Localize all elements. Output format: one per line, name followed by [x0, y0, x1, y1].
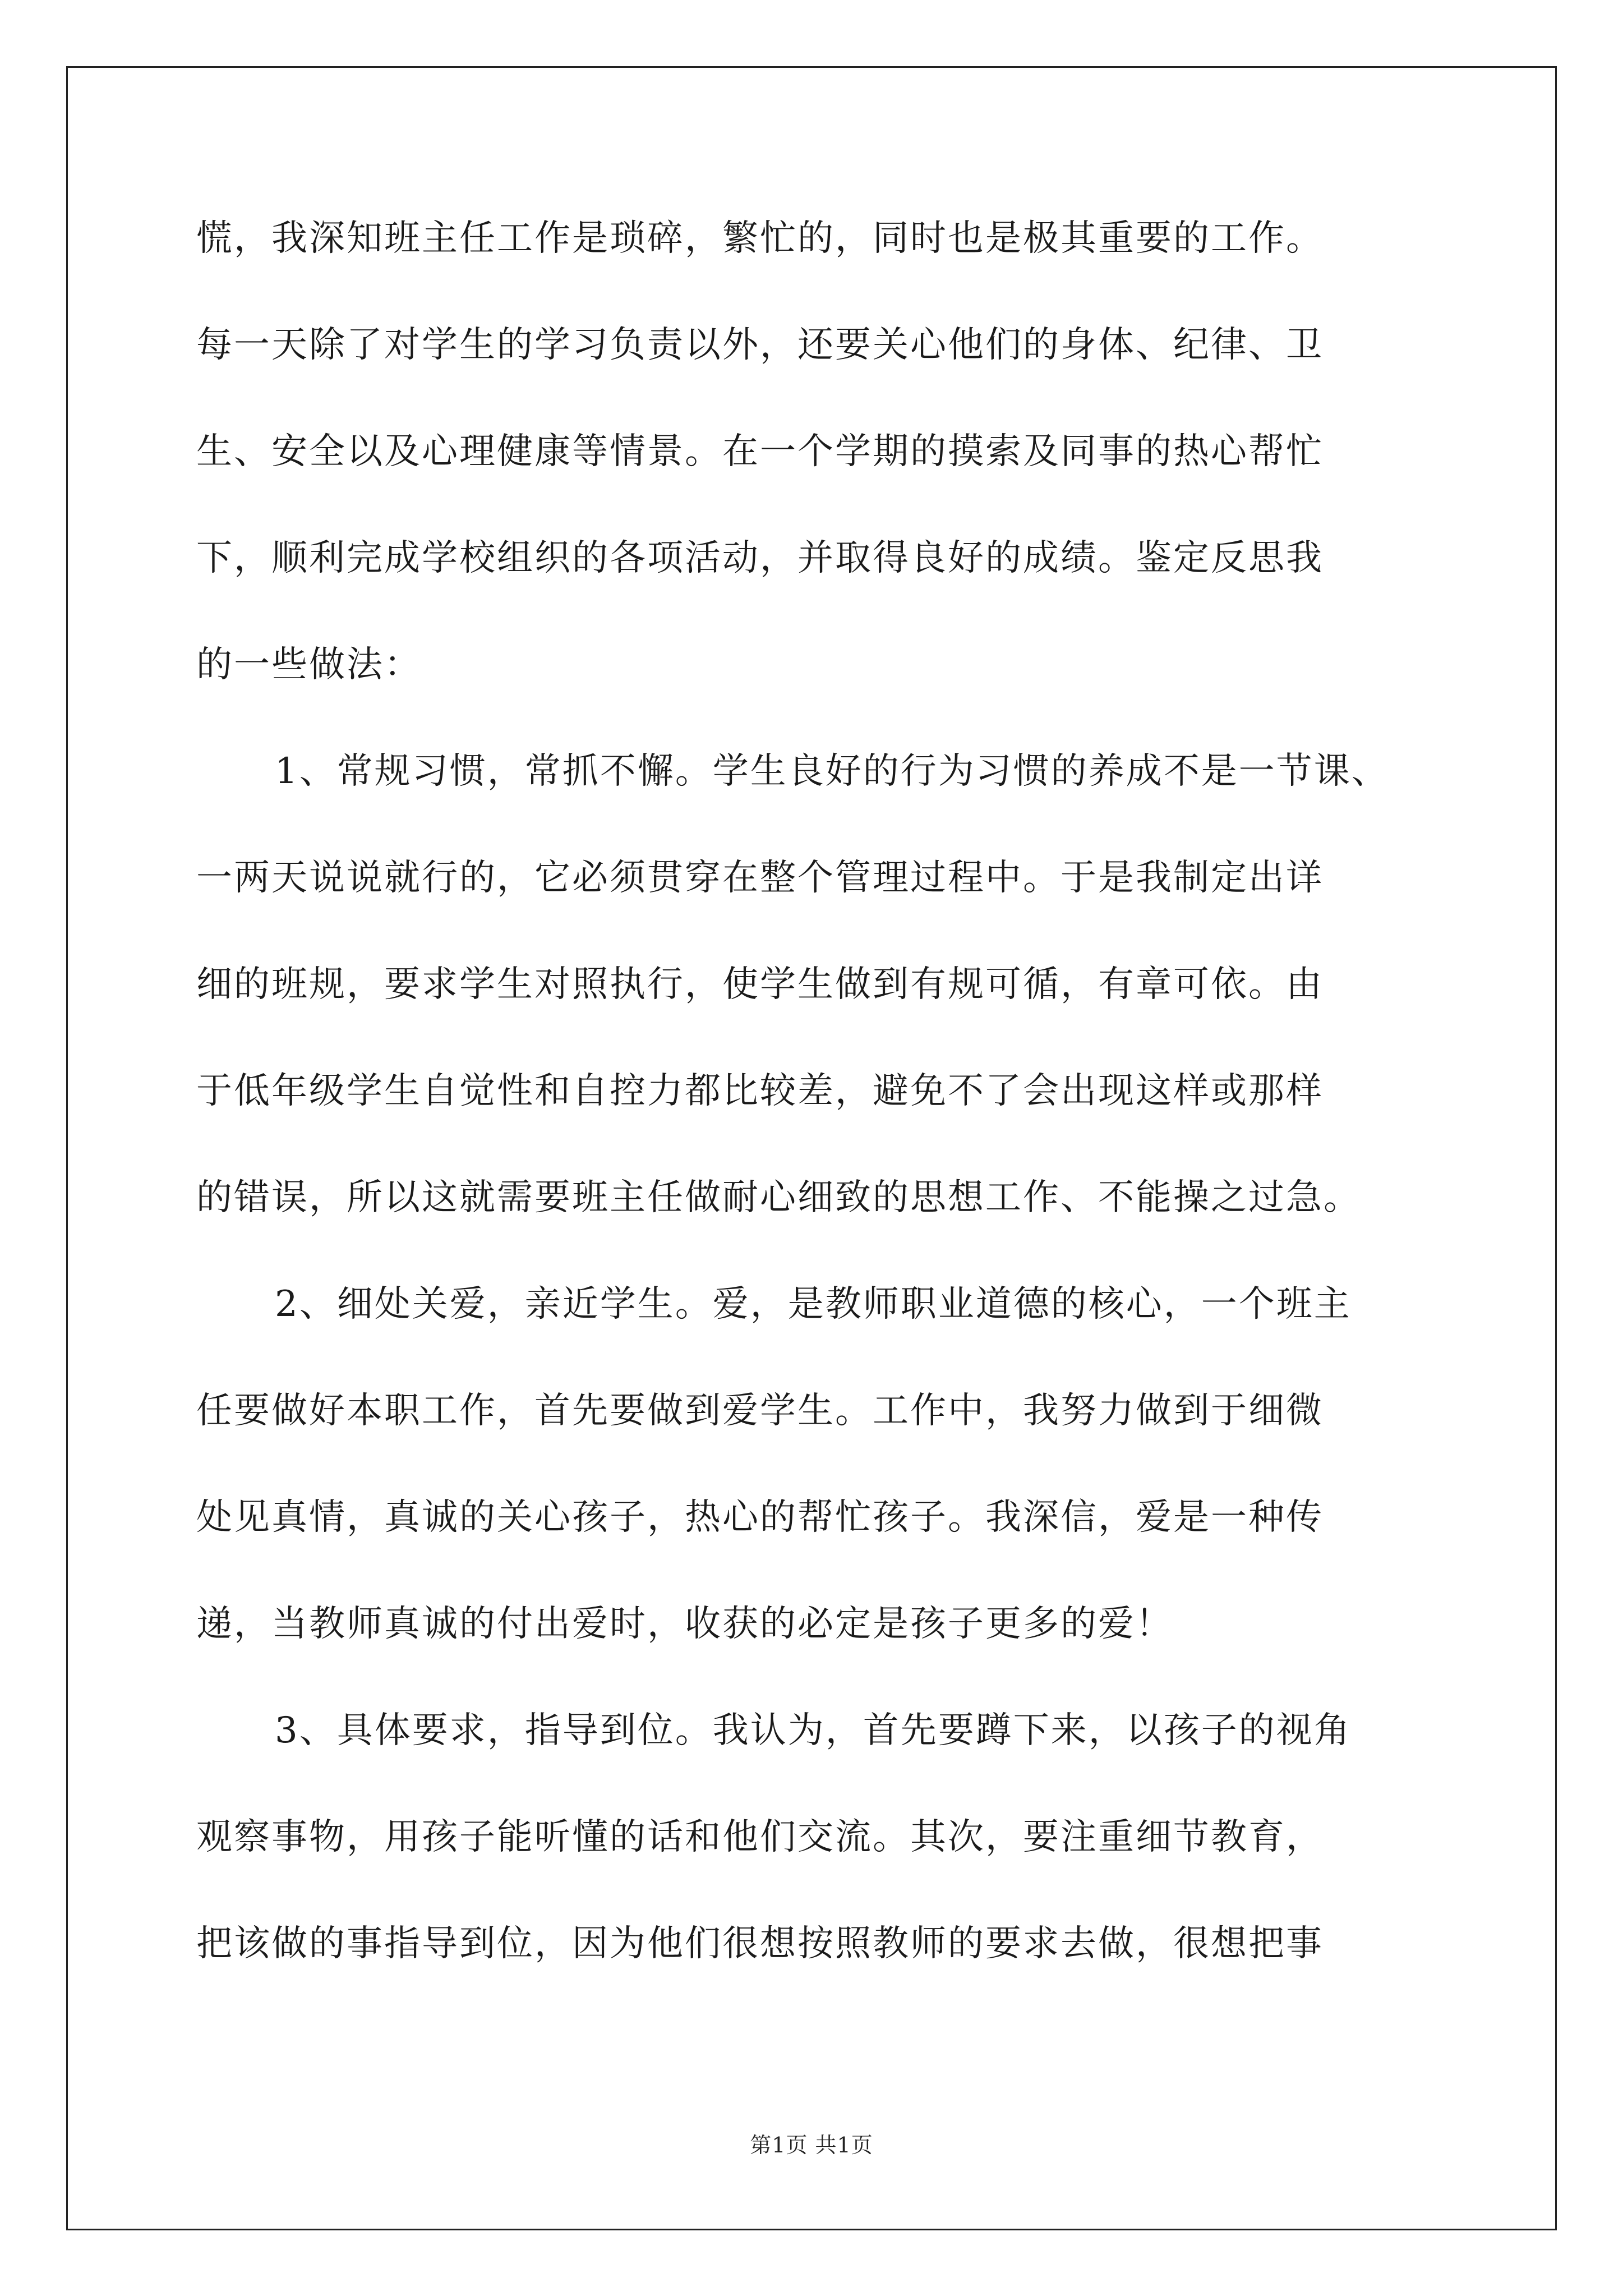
text-line: 生、安全以及心理健康等情景。在一个学期的摸索及同事的热心帮忙	[196, 431, 1324, 472]
page-footer: 第1页 共1页	[750, 2133, 873, 2157]
paragraph-first-line: 3、具体要求，指导到位。我认为，首先要蹲下来，以孩子的视角	[275, 1710, 1352, 1751]
text-line: 慌，我深知班主任工作是琐碎，繁忙的，同时也是极其重要的工作。	[196, 218, 1324, 259]
text-line: 于低年级学生自觉性和自控力都比较差，避免不了会出现这样或那样	[196, 1070, 1324, 1112]
paragraph-first-line: 2、细处关爱，亲近学生。爱，是教师职业道德的核心，一个班主	[275, 1283, 1352, 1325]
text-line: 一两天说说就行的，它必须贯穿在整个管理过程中。于是我制定出详	[196, 857, 1324, 899]
text-line: 任要做好本职工作，首先要做到爱学生。工作中，我努力做到于细微	[196, 1390, 1324, 1432]
text-line: 把该做的事指导到位，因为他们很想按照教师的要求去做，很想把事	[196, 1923, 1324, 1964]
text-line: 的错误，所以这就需要班主任做耐心细致的思想工作、不能操之过急。	[196, 1177, 1361, 1218]
text-line: 递，当教师真诚的付出爱时，收获的必定是孩子更多的爱！	[196, 1603, 1173, 1645]
paragraph-first-line: 1、常规习惯，常抓不懈。学生良好的行为习惯的养成不是一节课、	[275, 751, 1389, 792]
text-line: 观察事物，用孩子能听懂的话和他们交流。其次，要注重细节教育，	[196, 1816, 1324, 1858]
text-line: 下，顺利完成学校组织的各项活动，并取得良好的成绩。鉴定反思我	[196, 537, 1324, 579]
text-line: 细的班规，要求学生对照执行，使学生做到有规可循，有章可依。由	[196, 964, 1324, 1005]
text-line: 每一天除了对学生的学习负责以外，还要关心他们的身体、纪律、卫	[196, 324, 1324, 366]
text-line: 的一些做法：	[196, 644, 422, 685]
text-line: 处见真情，真诚的关心孩子，热心的帮忙孩子。我深信，爱是一种传	[196, 1497, 1324, 1538]
page-border	[66, 66, 1557, 2230]
